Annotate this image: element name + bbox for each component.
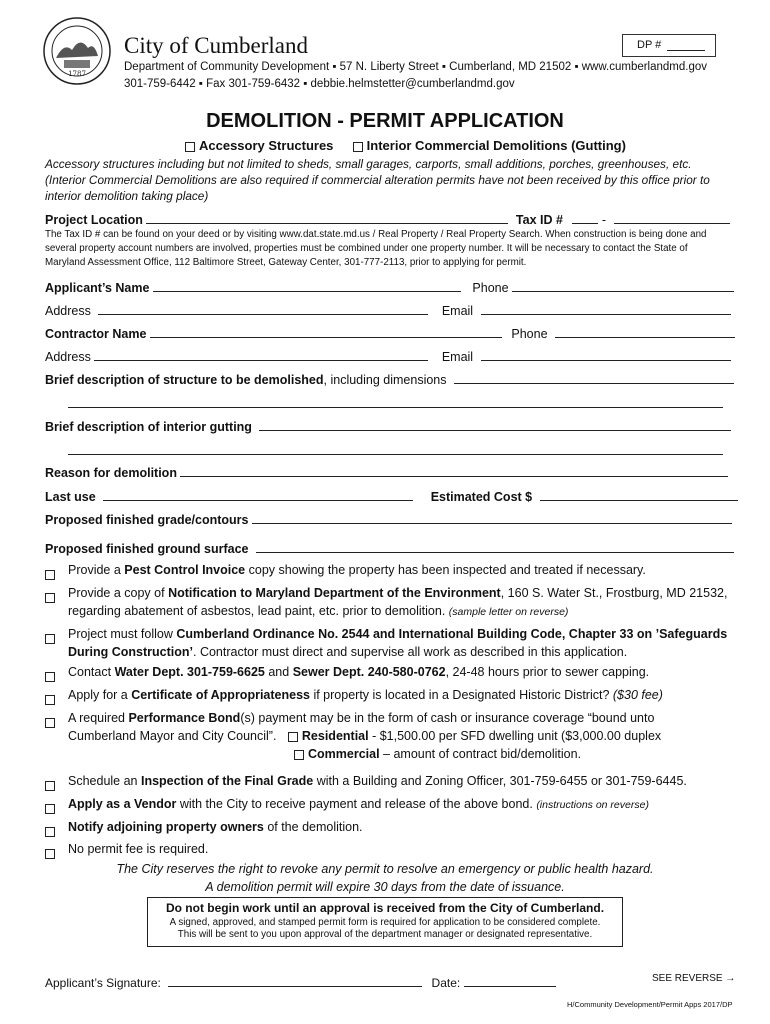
checklist-item-8: Apply as a Vendor with the City to receive payment and release of the above bond. (instructions on reverse): [68, 797, 649, 811]
applicant-email-label: Email: [441, 304, 474, 318]
applicant-address-input[interactable]: [98, 302, 428, 315]
checklist-item-1: Provide a Pest Control Invoice copy showing the property has been inspected and treated if necessary.: [68, 563, 646, 577]
dp-line: [667, 38, 705, 51]
tax-id-note: The Tax ID # can be found on your deed or by visiting www.dat.state.md.us / Real Property / Real Property Search. When construction is being done and several property account numbers are involved, properties must be combined under one property number. It will be necessary to contact the State of Maryland Assessment Office, 112 Baltimore Street, Gateway Center, 301-777-2113, prior to applying for permit.: [45, 229, 707, 268]
structure-description-input[interactable]: [454, 371, 734, 384]
document-path: H/Community Development/Permit Apps 2017/DP: [567, 1000, 733, 1009]
interior-gutting-input[interactable]: [259, 418, 731, 431]
notice-line-2: A demolition permit will expire 30 days from the date of issuance.: [205, 880, 565, 894]
applicant-email-input[interactable]: [481, 302, 731, 315]
last-use-row: [45, 488, 738, 504]
checklist-item-7: Schedule an Inspection of the Final Grade with a Building and Zoning Officer, 301-759-6455 or 301-759-6445.: [68, 774, 687, 788]
checklist-box-9[interactable]: [45, 824, 55, 834]
finished-grade-label: Proposed finished grade/contours: [45, 513, 249, 527]
checklist-item-6: A required Performance Bond(s) payment may be in the form of cash or insurance coverage “bound unto Cumberland Mayor and City Council”. Residential - $1,500.00 per SFD dwelling unit ($3,000.00 duplex Commercial – amount of contract bid/demolition.: [68, 711, 662, 761]
applicant-name-row: [45, 279, 734, 295]
estimated-cost-label: Estimated Cost $: [430, 490, 533, 504]
contractor-address-input[interactable]: [94, 348, 428, 361]
warning-line-1: A signed, approved, and stamped permit form is required for application to be considered complete.: [169, 917, 601, 928]
interior-gutting-label: Brief description of interior gutting: [45, 420, 252, 434]
tax-id-input-1[interactable]: [572, 211, 598, 224]
reason-row: [45, 464, 728, 480]
contractor-address-label: Address: [45, 350, 91, 364]
checklist-item-2: Provide a copy of Notification to Maryland Department of the Environment, 160 S. Water St., Frostburg, MD 21532, regarding abatement of asbestos, lead paint, etc. prior to demolition. (sample letter on reverse): [68, 586, 728, 618]
last-use-input[interactable]: [103, 488, 413, 501]
structure-description-label: Brief description of structure to be demolished: [45, 373, 324, 387]
finished-surface-input[interactable]: [256, 540, 734, 553]
header-contact: 301-759-6442 ▪ Fax 301-759-6432 ▪ debbie.helmstetter@cumberlandmd.gov: [124, 78, 515, 90]
svg-text:1787: 1787: [68, 70, 86, 78]
accessory-label: Accessory Structures: [199, 138, 334, 153]
see-reverse: SEE REVERSE →: [652, 973, 736, 984]
warning-box: [147, 897, 623, 947]
structure-description-input-2[interactable]: [68, 395, 723, 408]
checklist-box-10[interactable]: [45, 846, 55, 856]
reason-input[interactable]: [180, 464, 728, 477]
checklist-box-1[interactable]: [45, 567, 55, 577]
contractor-address-row: [45, 348, 731, 364]
permit-type-row: [185, 138, 626, 153]
checklist-box-5[interactable]: [45, 692, 55, 702]
applicant-address-row: [45, 302, 731, 318]
date-input[interactable]: [464, 974, 556, 987]
contractor-name-input[interactable]: [150, 325, 502, 338]
checklist-box-7[interactable]: [45, 778, 55, 788]
warning-title: Do not begin work until an approval is received from the City of Cumberland.: [165, 901, 605, 915]
seal-icon: [42, 16, 112, 86]
interior-checkbox[interactable]: [353, 142, 363, 152]
tax-id-input-2[interactable]: [614, 211, 730, 224]
project-location-label: Project Location: [45, 213, 143, 227]
finished-surface-label: Proposed finished ground surface: [45, 542, 249, 556]
tax-id-label: Tax ID #: [515, 213, 563, 227]
interior-gutting-input-2[interactable]: [68, 442, 723, 455]
contractor-name-label: Contractor Name: [45, 327, 147, 341]
city-name: City of Cumberland: [124, 33, 308, 58]
structure-description-row: [45, 371, 734, 387]
residential-checkbox[interactable]: [288, 732, 298, 742]
date-label: Date:: [431, 976, 461, 990]
signature-input[interactable]: [168, 974, 422, 987]
notice-line-1: The City reserves the right to revoke any permit to resolve an emergency or public health hazard.: [116, 862, 654, 876]
contractor-name-row: [45, 325, 735, 341]
checklist-box-6[interactable]: [45, 715, 55, 725]
structure-description-rest: , including dimensions: [323, 373, 447, 387]
checklist-box-4[interactable]: [45, 669, 55, 679]
checklist-box-2[interactable]: [45, 590, 55, 600]
estimated-cost-input[interactable]: [540, 488, 738, 501]
project-location-input[interactable]: [146, 211, 508, 224]
checklist-item-10: No permit fee is required.: [68, 842, 209, 856]
interior-label: Interior Commercial Demolitions (Gutting): [366, 138, 626, 153]
applicant-name-input[interactable]: [153, 279, 461, 292]
finished-grade-input[interactable]: [252, 511, 732, 524]
commercial-checkbox[interactable]: [294, 750, 304, 760]
accessory-checkbox[interactable]: [185, 142, 195, 152]
last-use-label: Last use: [45, 490, 96, 504]
project-location-row: [45, 211, 730, 227]
warning-line-2: This will be sent to you upon approval of the department manager or designated representative.: [177, 929, 593, 940]
applicant-phone-label: Phone: [472, 281, 509, 295]
contractor-phone-input[interactable]: [555, 325, 735, 338]
interior-gutting-row: [45, 418, 731, 434]
applicant-name-label: Applicant’s Name: [45, 281, 150, 295]
reason-label: Reason for demolition: [45, 466, 177, 480]
dp-number-box[interactable]: [622, 34, 716, 57]
contractor-email-input[interactable]: [481, 348, 731, 361]
finished-surface-row: [45, 540, 734, 556]
signature-label: Applicant’s Signature:: [45, 976, 161, 990]
dp-label: DP #: [637, 39, 662, 51]
checklist-item-4: Contact Water Dept. 301-759-6625 and Sewer Dept. 240-580-0762, 24-48 hours prior to sewer capping.: [68, 665, 650, 679]
finished-grade-row: [45, 511, 732, 527]
contractor-email-label: Email: [441, 350, 474, 364]
checklist-box-8[interactable]: [45, 801, 55, 811]
page-title: DEMOLITION - PERMIT APPLICATION: [206, 110, 564, 132]
contractor-phone-label: Phone: [511, 327, 548, 341]
signature-row: [45, 974, 556, 990]
header-address: Department of Community Development ▪ 57 N. Liberty Street ▪ Cumberland, MD 21502 ▪ www.cumberlandmd.gov: [124, 61, 708, 73]
checklist-item-3: Project must follow Cumberland Ordinance No. 2544 and International Building Code, Chapter 33 on ’Safeguards During Construction’. Contractor must direct and supervise all work as described in this application.: [68, 627, 728, 659]
tax-id-dash: -: [601, 213, 610, 227]
checklist-item-9: Notify adjoining property owners of the demolition.: [68, 820, 363, 834]
intro-text: Accessory structures including but not limited to sheds, small garages, carports, small additions, porches, greenhouses, etc. (Interior Commercial Demolitions are also required if commercial alteration permits have not been received by this office prior to interior demolition taking place): [45, 157, 710, 203]
city-seal: [42, 16, 112, 86]
applicant-phone-input[interactable]: [512, 279, 734, 292]
applicant-address-label: Address: [45, 304, 91, 318]
checklist-item-5: Apply for a Certificate of Appropriateness if property is located in a Designated Historic District? ($30 fee): [68, 688, 663, 702]
checklist-box-3[interactable]: [45, 631, 55, 641]
